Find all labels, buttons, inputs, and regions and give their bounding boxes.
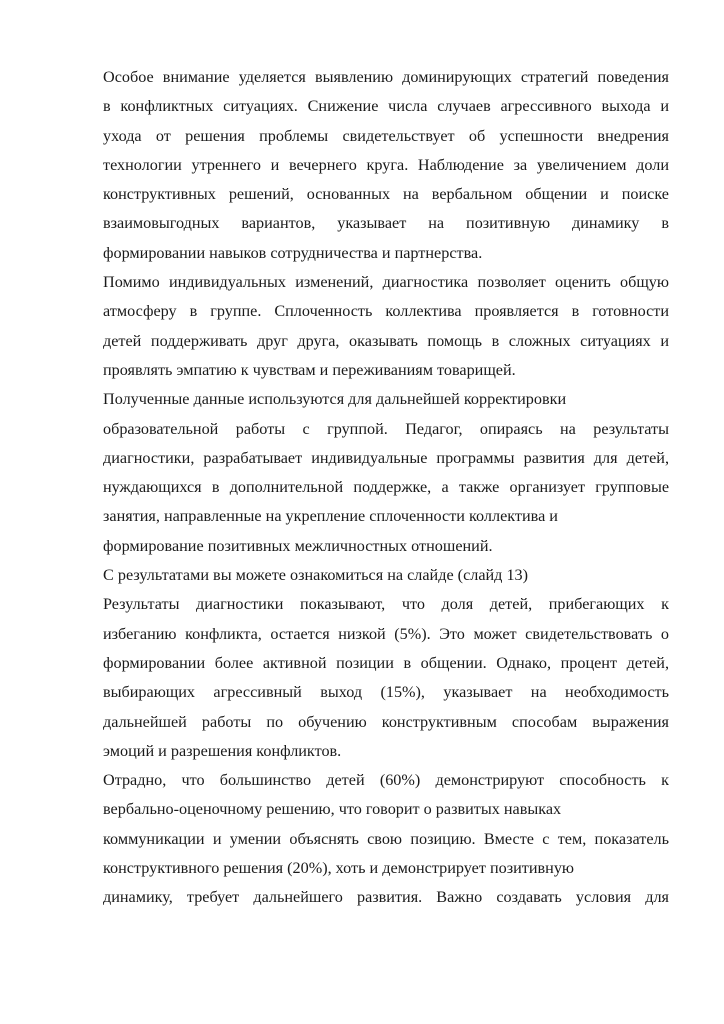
text-line: конструктивного решения (20%), хоть и демонстрирует позитивную bbox=[103, 859, 575, 878]
text-line: динамику, требует дальнейшего развития. Важно создавать условия для bbox=[103, 888, 669, 907]
text-line: ухода от решения проблемы свидетельствует об успешности внедрения bbox=[103, 126, 669, 145]
text-line: С результатами вы можете ознакомиться на слайде (слайд 13) bbox=[103, 566, 529, 585]
text-line: вербально-оценочному решению, что говорит о развитых навыках bbox=[103, 800, 562, 819]
text-line: занятия, направленные на укрепление сплоченности коллектива и bbox=[103, 507, 558, 526]
text-line: Особое внимание уделяется выявлению доминирующих стратегий поведения bbox=[103, 68, 669, 86]
text-line: Отрадно, что большинство детей (60%) демонстрируют способность к bbox=[103, 771, 669, 790]
text-line: избеганию конфликта, остается низкой (5%). Это может свидетельствовать о bbox=[103, 624, 669, 643]
text-line: Помимо индивидуальных изменений, диагностика позволяет оценить общую bbox=[103, 273, 669, 292]
text-line: коммуникации и умении объяснять свою позицию. Вместе с тем, показатель bbox=[103, 829, 669, 848]
body-text bbox=[103, 63, 669, 913]
text-line: конструктивных решений, основанных на вербальном общении и поиске bbox=[103, 185, 669, 204]
text-line: образовательной работы с группой. Педагог, опираясь на результаты bbox=[103, 419, 669, 438]
text-line: дальнейшей работы по обучению конструктивным способам выражения bbox=[103, 712, 669, 731]
text-line: в конфликтных ситуациях. Снижение числа случаев агрессивного выхода и bbox=[103, 97, 669, 116]
text-line: Результаты диагностики показывают, что доля детей, прибегающих к bbox=[103, 595, 669, 614]
text-line: детей поддерживать друг друга, оказывать помощь в сложных ситуациях и bbox=[103, 331, 669, 350]
text-line: диагностики, разрабатывает индивидуальные программы развития для детей, bbox=[103, 448, 669, 467]
text-line: технологии утреннего и вечернего круга. Наблюдение за увеличением доли bbox=[103, 155, 669, 174]
text-line: формировании более активной позиции в общении. Однако, процент детей, bbox=[103, 653, 669, 672]
text-line: формирование позитивных межличностных отношений. bbox=[103, 536, 493, 555]
text-line: эмоций и разрешения конфликтов. bbox=[103, 741, 342, 760]
text-line: взаимовыгодных вариантов, указывает на позитивную динамику в bbox=[103, 214, 669, 233]
text-line: Полученные данные используются для дальнейшей корректировки bbox=[103, 390, 567, 409]
text-line: нуждающихся в дополнительной поддержке, а также организует групповые bbox=[103, 478, 669, 497]
text-line: формировании навыков сотрудничества и партнерства. bbox=[103, 243, 483, 262]
text-line: атмосферу в группе. Сплоченность коллектива проявляется в готовности bbox=[103, 302, 669, 321]
text-line: проявлять эмпатию к чувствам и переживаниям товарищей. bbox=[103, 360, 516, 379]
text-line: выбирающих агрессивный выход (15%), указывает на необходимость bbox=[103, 683, 669, 702]
